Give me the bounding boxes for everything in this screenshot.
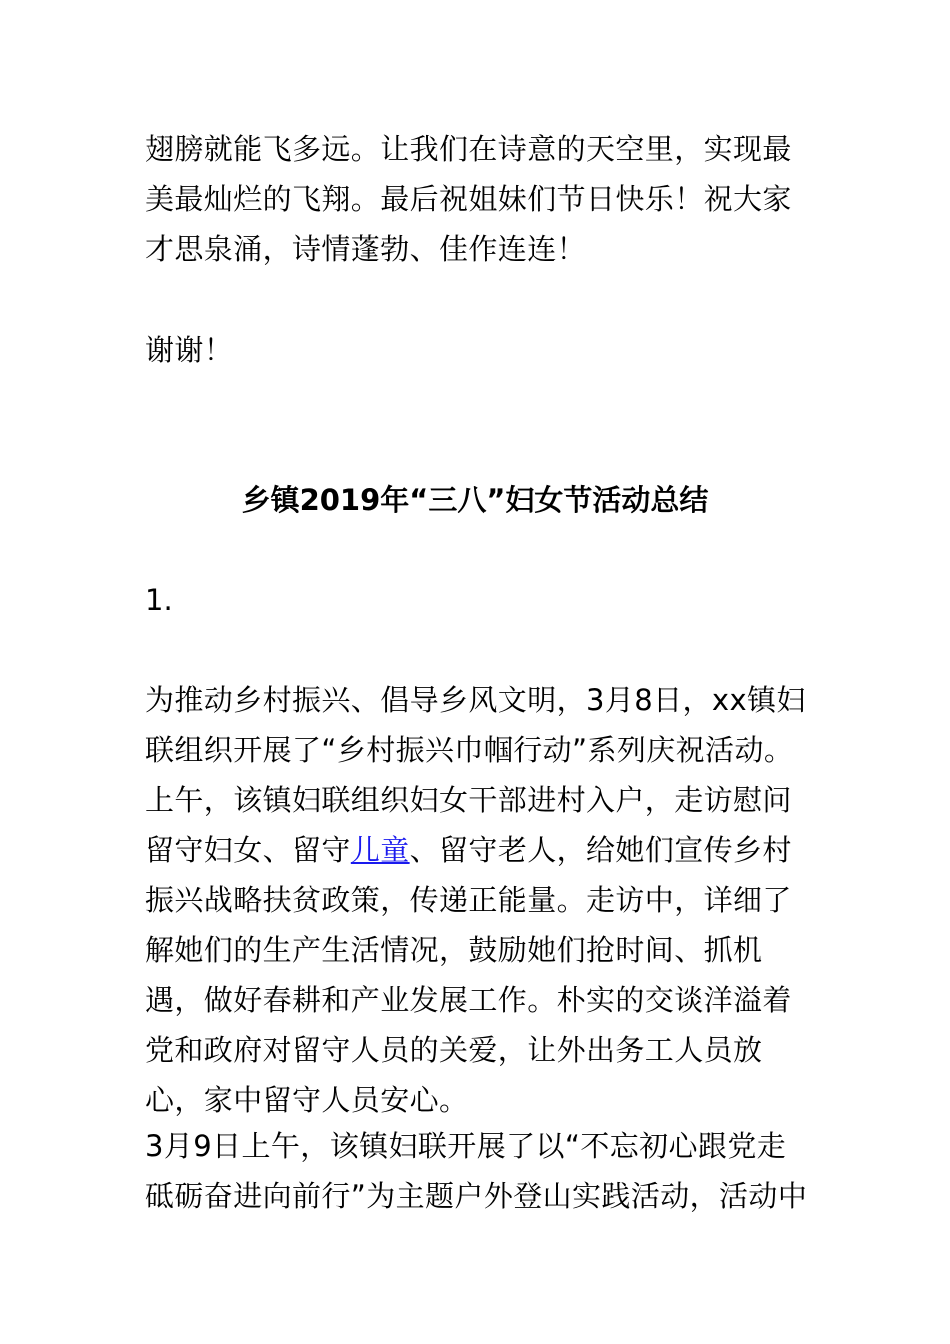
main-paragraph-text-start: 为推动乡村振兴、倡导乡风文明，3月8日，xx镇妇联组织开展了“乡村振兴巾帼行动”系列庆祝活动。上午，该镇妇联组织妇女干部进村入户，走访慰问留守妇女、留守: [145, 683, 806, 867]
thanks-line: 谢谢！: [145, 333, 234, 367]
children-link[interactable]: 儿童: [350, 833, 410, 867]
main-paragraph: [145, 675, 810, 1125]
next-paragraph: 3月9日上午，该镇妇联开展了以“不忘初心跟党走砥砺奋进向前行”为主题户外登山实践活动，活动中: [145, 1129, 808, 1213]
section-number: 1.: [145, 583, 173, 617]
main-paragraph-text-end: 、留守老人，给她们宣传乡村振兴战略扶贫政策，传递正能量。走访中，详细了解她们的生产生活情况，鼓励她们抢时间、抓机遇，做好春耕和产业发展工作。朴实的交谈洋溢着党和政府对留守人员的关爱，让外出务工人员放心，家中留守人员安心。: [145, 833, 792, 1117]
closing-paragraph: 翅膀就能飞多远。让我们在诗意的天空里，实现最美最灿烂的飞翔。最后祝姐妹们节日快乐！祝大家才思泉涌，诗情蓬勃、佳作连连！: [145, 132, 792, 266]
section-title: 乡镇2019年“三八”妇女节活动总结: [241, 483, 709, 517]
